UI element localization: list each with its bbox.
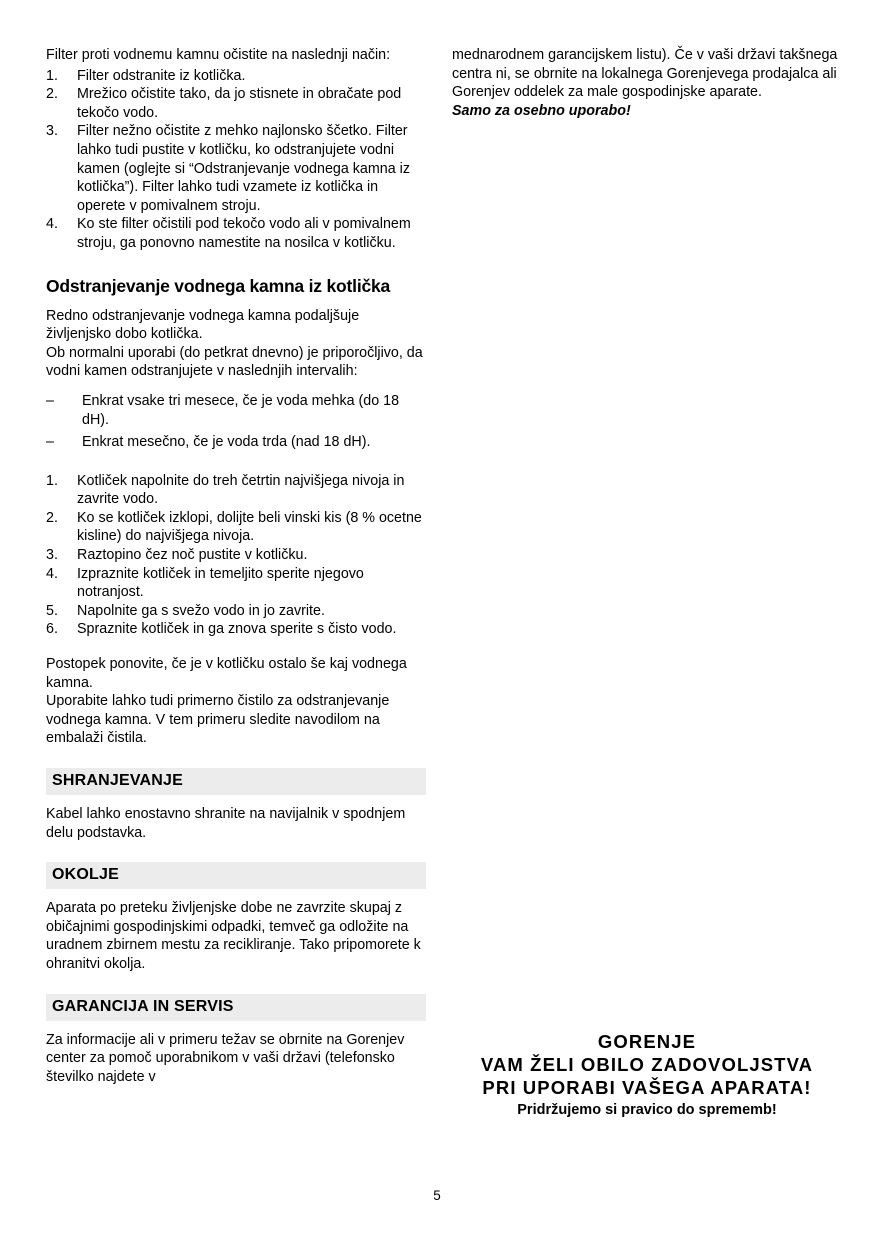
list-marker: 4. [46, 565, 58, 582]
filter-intro-paragraph: Filter proti vodnemu kamnu očistite na naslednji način: [46, 47, 391, 63]
list-marker: 5. [46, 602, 58, 619]
list-marker: 1. [46, 67, 58, 84]
list-item [46, 620, 426, 639]
closing-brand: GORENJE [597, 1031, 697, 1052]
warranty-continuation-paragraph: mednarodnem garancijskem listu). Če v vaši državi takšnega centra ni, se obrnite na lokalnega Gorenjevega prodajalca ali Gorenjev oddelek za male gospodinjske aparate. [452, 47, 838, 101]
list-text: Enkrat vsake tri mesece, če je voda mehka (do 18 dH). [82, 392, 400, 428]
spacer [46, 639, 426, 655]
descaling-steps-list [46, 472, 426, 639]
list-text: Filter nežno očistite z mehko najlonsko ščetko. Filter lahko tudi pustite v kotličku, ko odstranjujete vodni kamen (oglejte si “Odstranjevanje vodnega kamna iz kotlička”). Filter lahko tudi vzamete iz kotlička in operete v pomivalnem stroju. [77, 123, 410, 214]
closing-block [452, 1030, 842, 1120]
list-marker: 6. [46, 621, 58, 638]
warranty-section-heading: GARANCIJA IN SERVIS [46, 994, 426, 1021]
list-item [46, 565, 426, 602]
list-text: Izpraznite kotliček in temeljito sperite njegovo notranjost. [77, 565, 364, 601]
list-marker: 2. [46, 86, 58, 103]
list-text: Filter odstranite iz kotlička. [77, 67, 246, 84]
right-column [452, 46, 842, 120]
list-text: Napolnite ga s svežo vodo in jo zavrite. [77, 602, 325, 619]
descaling-paragraph-2: Ob normalni uporabi (do petkrat dnevno) je priporočljivo, da vodni kamen odstranjujete v naslednjih intervalih: [46, 344, 423, 380]
list-item [46, 433, 426, 452]
list-text: Mrežico očistite tako, da jo stisnete in obračate pod tekočo vodo. [77, 86, 402, 121]
list-item [46, 546, 426, 565]
spacer [46, 456, 426, 472]
list-marker: 2. [46, 509, 58, 526]
list-item [46, 602, 426, 621]
list-marker: 1. [46, 472, 58, 489]
list-item [46, 472, 426, 509]
list-text: Ko ste filter očistili pod tekočo vodo ali v pomivalnem stroju, ga ponovno namestite na nosilca v kotličku. [77, 216, 411, 251]
list-text: Kotliček napolnite do treh četrtin najvišjega nivoja in zavrite vodo. [77, 472, 405, 508]
personal-use-note: Samo za osebno uporabo! [452, 102, 631, 119]
storage-paragraph: Kabel lahko enostavno shranite na navijalnik v spodnjem delu podstavka. [46, 806, 406, 841]
descaling-heading: Odstranjevanje vodnega kamna iz kotlička [46, 275, 391, 296]
filter-cleaning-steps-list [46, 67, 426, 253]
spacer [46, 381, 426, 392]
descaling-interval-list [46, 392, 426, 452]
storage-section-heading: SHRANJEVANJE [46, 768, 426, 795]
list-item [46, 85, 426, 122]
list-text: Ko se kotliček izklopi, dolijte beli vinski kis (8 % ocetne kisline) do najvišjega nivoja. [77, 509, 422, 545]
closing-line-2: VAM ŽELI OBILO ZADOVOLJSTVA [480, 1054, 814, 1075]
list-text: Spraznite kotliček in ga znova sperite s čisto vodo. [77, 621, 397, 638]
list-text: Raztopino čez noč pustite v kotličku. [77, 547, 308, 564]
descaling-paragraph-1: Redno odstranjevanje vodnega kamna podaljšuje življenjsko dobo kotlička. [46, 307, 360, 343]
list-marker: 3. [46, 123, 58, 140]
warranty-paragraph: Za informacije ali v primeru težav se obrnite na Gorenjev center za pomoč uporabnikom v vaši državi (telefonsko številko najdete v [46, 1031, 405, 1085]
closing-line-3: PRI UPORABI VAŠEGA APARATA! [482, 1077, 812, 1098]
page-number: 5 [433, 1188, 441, 1203]
list-item [46, 392, 426, 429]
list-marker: – [46, 392, 54, 409]
environment-section-heading: OKOLJE [46, 862, 426, 889]
list-marker: – [46, 434, 54, 451]
after-steps-paragraph-1: Postopek ponovite, če je v kotličku ostalo še kaj vodnega kamna. [46, 656, 407, 691]
environment-paragraph: Aparata po preteku življenjske dobe ne zavrzite skupaj z običajnimi gospodinjskimi odpadki, temveč ga odložite na uradnem zbirnem mestu za recikliranje. Tako pripomorete k ohranitvi okolja. [46, 900, 421, 972]
after-steps-paragraph-2: Uporabite lahko tudi primerno čistilo za odstranjevanje vodnega kamna. V tem primeru sledite navodilom na embalaži čistila. [46, 693, 390, 747]
list-marker: 4. [46, 216, 58, 233]
list-item [46, 67, 426, 86]
list-item [46, 215, 426, 252]
list-marker: 3. [46, 547, 58, 564]
list-item [46, 122, 426, 215]
list-text: Enkrat mesečno, če je voda trda (nad 18 dH). [82, 434, 371, 451]
left-column [46, 46, 426, 1086]
list-item [46, 509, 426, 546]
closing-disclaimer: Pridržujemo si pravico do sprememb! [517, 1102, 777, 1118]
